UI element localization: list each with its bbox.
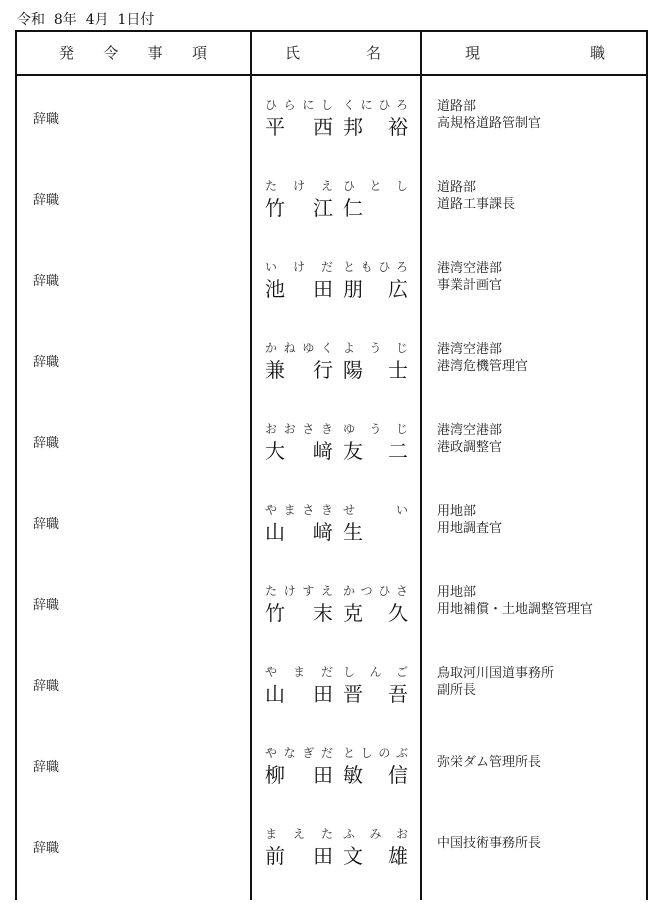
action-text: 辞職 — [33, 760, 60, 775]
position-line: 用地補償・土地調整管理官 — [437, 602, 594, 617]
given-name-kana: ふみお — [343, 827, 408, 841]
table-row — [17, 722, 646, 803]
action-text: 辞職 — [33, 679, 60, 694]
position-line: 港政調整官 — [437, 440, 503, 455]
column-divider — [420, 32, 422, 900]
action-text: 辞職 — [33, 355, 60, 370]
position-line: 港湾空港部 — [437, 423, 503, 438]
given-name: 克久 — [343, 601, 408, 625]
table-row — [17, 560, 646, 641]
given-name-kana: ともひろ — [343, 260, 408, 274]
action-text: 辞職 — [33, 193, 60, 208]
issue-date: 令和 8年 4月 1日付 — [17, 12, 155, 28]
position-line: 事業計画官 — [437, 278, 503, 293]
family-name-kana: やなぎだ — [265, 746, 333, 760]
family-name: 池田 — [265, 277, 333, 301]
family-name: 前田 — [265, 844, 333, 868]
position-line: 港湾空港部 — [437, 342, 503, 357]
family-name: 柳田 — [265, 763, 333, 787]
position-line: 用地部 — [437, 504, 477, 519]
table-row — [17, 317, 646, 398]
position-line: 弥栄ダム管理所長 — [437, 755, 542, 770]
family-name: 竹末 — [265, 601, 333, 625]
table-row — [17, 641, 646, 722]
position-line: 道路部 — [437, 180, 477, 195]
family-name-kana: いけだ — [265, 260, 333, 274]
position-line: 鳥取河川国道事務所 — [437, 666, 555, 681]
family-name: 山田 — [265, 682, 333, 706]
given-name-kana: せい — [343, 503, 408, 517]
family-name-kana: ひらにし — [265, 98, 333, 112]
given-name: 邦裕 — [343, 115, 408, 139]
action-text: 辞職 — [33, 436, 60, 451]
family-name-kana: まえた — [265, 827, 333, 841]
given-name-kana: かつひさ — [343, 584, 408, 598]
family-name-kana: やまさき — [265, 503, 333, 517]
given-name-kana: ゆうじ — [343, 422, 408, 436]
given-name-kana: くにひろ — [343, 98, 408, 112]
table-row — [17, 479, 646, 560]
position-line: 港湾危機管理官 — [437, 359, 529, 374]
given-name: 生 — [343, 520, 363, 544]
family-name: 平西 — [265, 115, 333, 139]
header-action: 発令事項 — [59, 44, 207, 62]
column-divider — [250, 32, 252, 900]
header-position: 現職 — [465, 44, 605, 62]
given-name-kana: ひとし — [343, 179, 408, 193]
family-name: 山﨑 — [265, 520, 333, 544]
given-name: 陽士 — [343, 358, 408, 382]
given-name-kana: としのぶ — [343, 746, 408, 760]
table-row — [17, 236, 646, 317]
given-name: 敏信 — [343, 763, 408, 787]
given-name: 晋吾 — [343, 682, 408, 706]
position-line: 用地部 — [437, 585, 477, 600]
family-name-kana: たけすえ — [265, 584, 333, 598]
action-text: 辞職 — [33, 517, 60, 532]
family-name: 竹江 — [265, 196, 333, 220]
table-row — [17, 74, 646, 155]
position-line: 道路部 — [437, 99, 477, 114]
family-name-kana: かねゆく — [265, 341, 333, 355]
action-text: 辞職 — [33, 274, 60, 289]
given-name: 朋広 — [343, 277, 408, 301]
position-line: 道路工事課長 — [437, 197, 516, 212]
family-name: 兼行 — [265, 358, 333, 382]
given-name: 友二 — [343, 439, 408, 463]
header-name: 氏名 — [285, 44, 381, 62]
action-text: 辞職 — [33, 841, 60, 856]
action-text: 辞職 — [33, 112, 60, 127]
position-line: 用地調査官 — [437, 521, 503, 536]
position-line: 中国技術事務所長 — [437, 836, 542, 851]
given-name-kana: ようじ — [343, 341, 408, 355]
family-name-kana: たけえ — [265, 179, 333, 193]
table-row — [17, 398, 646, 479]
family-name-kana: おおさき — [265, 422, 333, 436]
given-name: 仁 — [343, 196, 363, 220]
family-name: 大﨑 — [265, 439, 333, 463]
given-name-kana: しんご — [343, 665, 408, 679]
table-header — [17, 32, 646, 76]
table-row — [17, 803, 646, 884]
position-line: 副所長 — [437, 683, 477, 698]
position-line: 港湾空港部 — [437, 261, 503, 276]
personnel-table — [15, 30, 648, 900]
position-line: 高規格道路管制官 — [437, 116, 542, 131]
family-name-kana: やまだ — [265, 665, 333, 679]
action-text: 辞職 — [33, 598, 60, 613]
table-row — [17, 155, 646, 236]
given-name: 文雄 — [343, 844, 408, 868]
